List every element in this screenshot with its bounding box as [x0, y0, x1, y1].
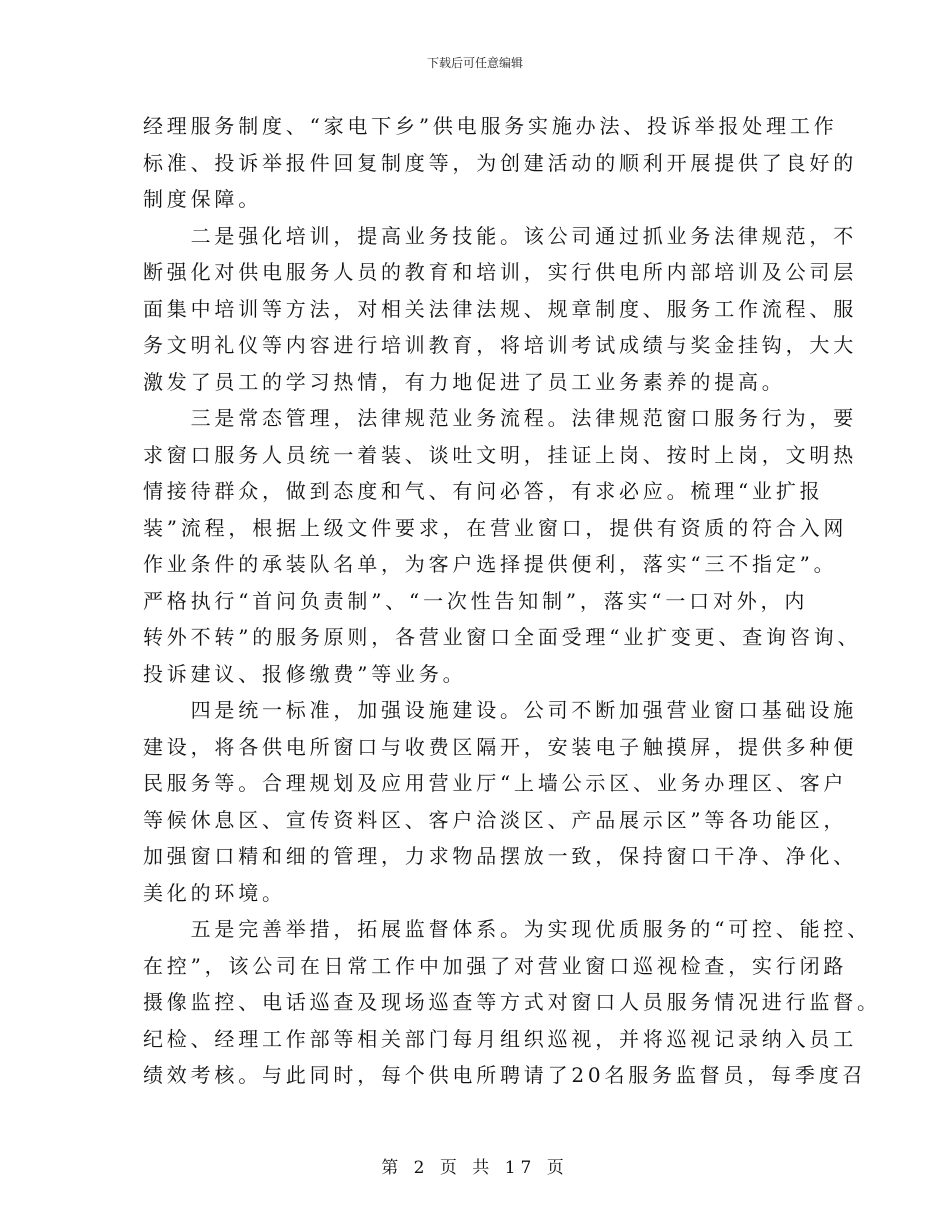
text-line: 激发了员工的学习热情，有力地促进了员工业务素养的提高。: [143, 369, 786, 394]
text-line: 作业条件的承装队名单，为客户选择提供便利，落实“三不指定”。: [143, 552, 838, 576]
text-line: 严格执行“首问负责制”、“一次性告知制”，落实“一口对外，内: [143, 588, 809, 613]
text-line: 美化的环境。: [143, 880, 286, 905]
text-line: 经理服务制度、“家电下乡”供电服务实施办法、投诉举报处理工作: [143, 114, 838, 138]
text-line: 转外不转”的服务原则，各营业窗口全面受理“业扩变更、查询咨询、: [143, 625, 862, 649]
text-line: 纪检、经理工作部等相关部门每月组织巡视，并将巡视记录纳入员工: [143, 1026, 857, 1051]
text-line: 五是完善举措，拓展监督体系。为实现优质服务的“可控、能控、: [143, 917, 872, 941]
text-line: 面集中培训等方法，对相关法律法规、规章制度、服务工作流程、服: [143, 296, 857, 321]
page-number-footer: 第 2 页 共 17 页: [381, 1158, 569, 1178]
text-line: 标准、投诉举报件回复制度等，为创建活动的顺利开展提供了良好的: [143, 150, 857, 175]
text-line: 加强窗口精和细的管理，力求物品摆放一致，保持窗口干净、净化、: [143, 844, 857, 868]
text-line: 装”流程，根据上级文件要求，在营业窗口，提供有资质的符合入网: [143, 515, 848, 540]
text-line: 三是常态管理，法律规范业务流程。法律规范窗口服务行为，要: [143, 406, 857, 430]
text-line: 求窗口服务人员统一着装、谈吐文明，挂证上岗、按时上岗，文明热: [143, 442, 857, 467]
text-line: 断强化对供电服务人员的教育和培训，实行供电所内部培训及公司层: [143, 260, 857, 284]
text-line: 绩效考核。与此同时，每个供电所聘请了20名服务监督员，每季度召: [143, 1063, 867, 1087]
text-line: 务文明礼仪等内容进行培训教育，将培训考试成绩与奖金挂钩，大大: [143, 333, 857, 357]
text-line: 制度保障。: [143, 187, 262, 211]
document-body: [143, 108, 881, 1094]
text-line: 四是统一标准，加强设施建设。公司不断加强营业窗口基础设施: [143, 698, 857, 722]
download-note: 下载后可任意编辑: [426, 56, 523, 70]
text-line: 等候休息区、宣传资料区、客户洽淡区、产品展示区”等各功能区，: [143, 807, 848, 832]
text-line: 民服务等。合理规划及应用营业厅“上墙公示区、业务办理区、客户: [143, 771, 848, 795]
text-line: 摄像监控、电话巡查及现场巡查等方式对窗口人员服务情况进行监督。: [143, 990, 881, 1014]
text-line: 二是强化培训，提高业务技能。该公司通过抓业务法律规范，不: [143, 223, 857, 248]
text-line: 情接待群众，做到态度和气、有问必答，有求必应。梳理“业扩报: [143, 479, 824, 503]
text-line: 投诉建议、报修缴费”等业务。: [143, 661, 467, 686]
text-line: 建设，将各供电所窗口与收费区隔开，安装电子触摸屏，提供多种便: [143, 734, 857, 759]
text-line: 在控”，该公司在日常工作中加强了对营业窗口巡视检查，实行闭路: [143, 953, 848, 978]
